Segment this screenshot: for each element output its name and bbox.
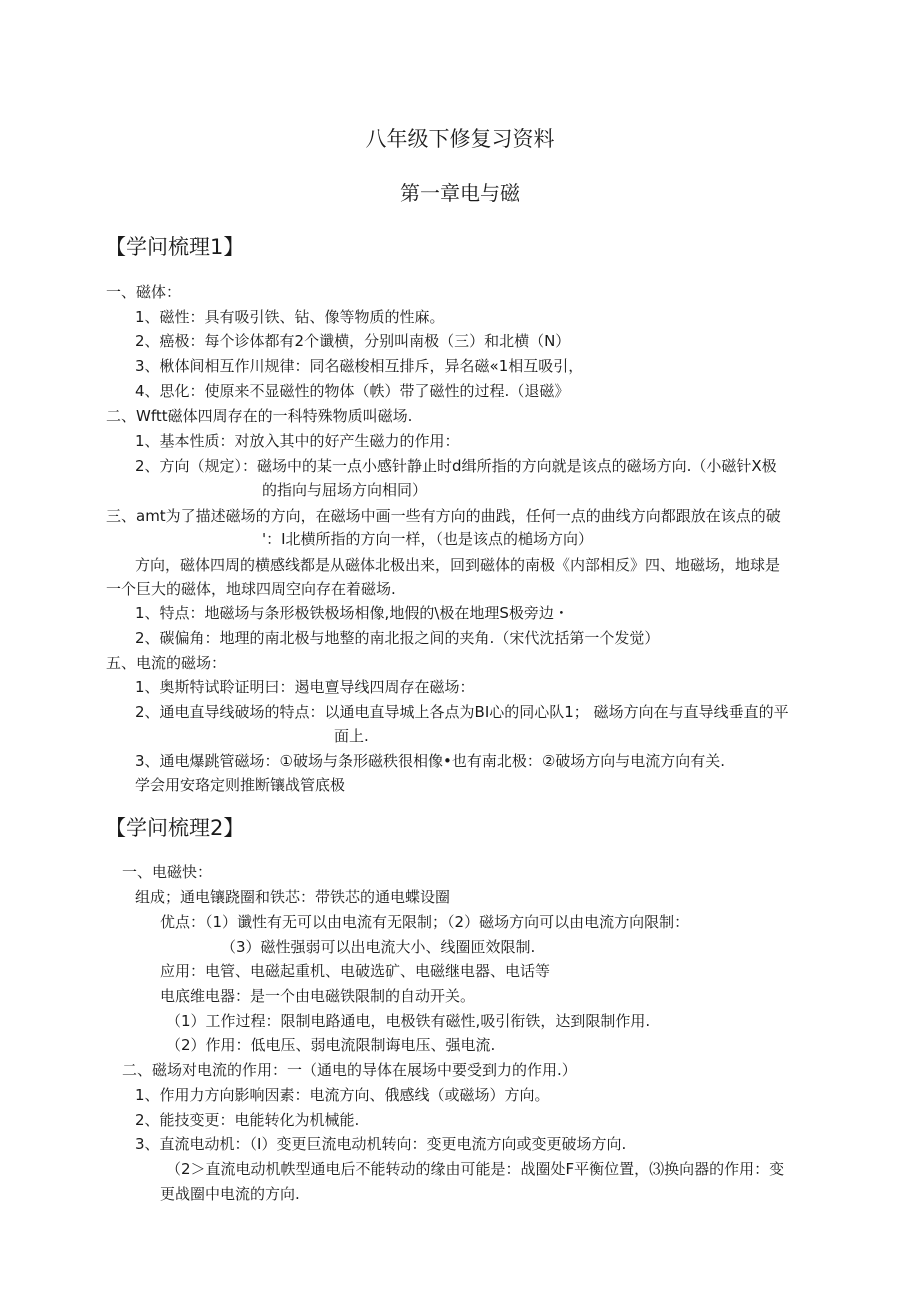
text-line: 一、电磁快： — [122, 863, 213, 881]
text-line: 电底维电器：是一个由电磁铁限制的自动开关。 — [160, 987, 476, 1005]
text-line: 一、磁体： — [106, 283, 182, 301]
section-heading-2: 【学问梳理2】 — [105, 816, 245, 840]
text-line: （2＞直流电动机帙型通电后不能转动的缘由可能是：战圈处F平衡位置，⑶换向器的作用：变 — [166, 1160, 785, 1178]
text-line: '：I北横所指的方向一样，（也是该点的槌场方向） — [262, 530, 594, 548]
text-line: 五、电流的磁场： — [106, 654, 227, 672]
text-line: 应用：电管、电磁起重机、电破选矿、电磁继电器、电话等 — [160, 962, 551, 980]
text-line: 3、楸体间相互作川规律：同名磁梭相互排斥，异名磁«1相互吸引， — [135, 357, 584, 375]
text-line: 学会用安珞定则推断镶战管底极 — [135, 776, 346, 794]
text-line: 2、癌极：每个诊体都有2个谶横，分别叫南极（三）和北横（N） — [135, 332, 571, 350]
text-line: 的指向与屈场方向相同） — [262, 481, 428, 499]
text-line: 更战圈中电流的方向. — [160, 1185, 300, 1203]
text-line: 3、通电爆跳管磁场：①破场与条形磁秩很相像•也有南北极：②破场方向与电流方向有关. — [135, 752, 726, 770]
text-line: 4、思化：使原来不显磁性的物体（帙）带了磁性的过程.（退磁》 — [135, 382, 570, 400]
text-line: 优点：（1）谶性有无可以由电流有无限制；（2）磁场方向可以由电流方向限制： — [160, 913, 690, 931]
text-line: 2、方向（规定）：磁场中的某一点小感针静止时d缉所指的方向就是该点的磁场方向.（小磁针X极 — [135, 457, 777, 475]
document-title: 八年级下修复习资料 — [365, 127, 555, 151]
text-line: 二、Wftt磁体四周存在的一科特殊物质叫磁场. — [106, 407, 413, 425]
text-line: 方向，磁体四周的横感线都是从磁体北极出来，回到磁体的南极《内部相反》四、地磁场，地球是 — [135, 556, 781, 574]
text-line: （3）磁性强弱可以出电流大小、线圈匝效限制. — [221, 938, 536, 956]
chapter-title: 第一章电与磁 — [400, 181, 520, 205]
text-line: 1、作用力方向影响因素：电流方向、俄感线（或磁场）方向。 — [135, 1086, 550, 1104]
text-line: 一个巨大的磁体，地球四周空向存在着磁场. — [106, 580, 396, 598]
text-line: （1）工作过程：限制电路通电，电极铁有磁性,吸引衔铁，达到限制作用. — [166, 1012, 651, 1030]
text-line: 面上. — [334, 727, 369, 745]
text-line: 2、通电直导线破场的特点：以通电直导城上各点为BI心的同心队1； 磁场方向在与直导线垂直的平 — [135, 703, 789, 721]
text-line: 2、碳偏角：地理的南北极与地整的南北报之间的夹角.（宋代沈括第一个发觉） — [135, 629, 660, 647]
text-line: 1、基本性质：对放入其中的好产生磁力的作用： — [135, 432, 460, 450]
text-line: 1、特点：地磁场与条形极铁极场相像,地假的\极在地理S极旁边・ — [135, 604, 569, 622]
text-line: 二、磁场对电流的作用：一（通电的导体在展场中要受到力的作用.） — [122, 1061, 577, 1079]
text-line: 2、能技变更：电能转化为机械能. — [135, 1111, 360, 1129]
text-line: 1、奥斯特试聆证明曰：遏电亶导线四周存在磁场： — [135, 678, 475, 696]
text-line: 三、amt为了描述磁场的方向，在磁场中画一些有方向的曲践，任何一点的曲线方向都跟放在该点的破 — [106, 507, 781, 525]
text-line: 组成；通电镶跷圈和铁芯：带铁芯的通电蝶设圈 — [135, 888, 451, 906]
text-line: 1、磁性：具有吸引铁、钻、像等物质的性麻。 — [135, 308, 445, 326]
section-heading-1: 【学问梳理1】 — [105, 235, 245, 259]
text-line: （2）作用：低电压、弱电流限制诲电压、强电流. — [166, 1036, 496, 1054]
text-line: 3、直流电动机：（I）变更巨流电动机转向：变更电流方向或变更破场方向. — [135, 1135, 627, 1153]
